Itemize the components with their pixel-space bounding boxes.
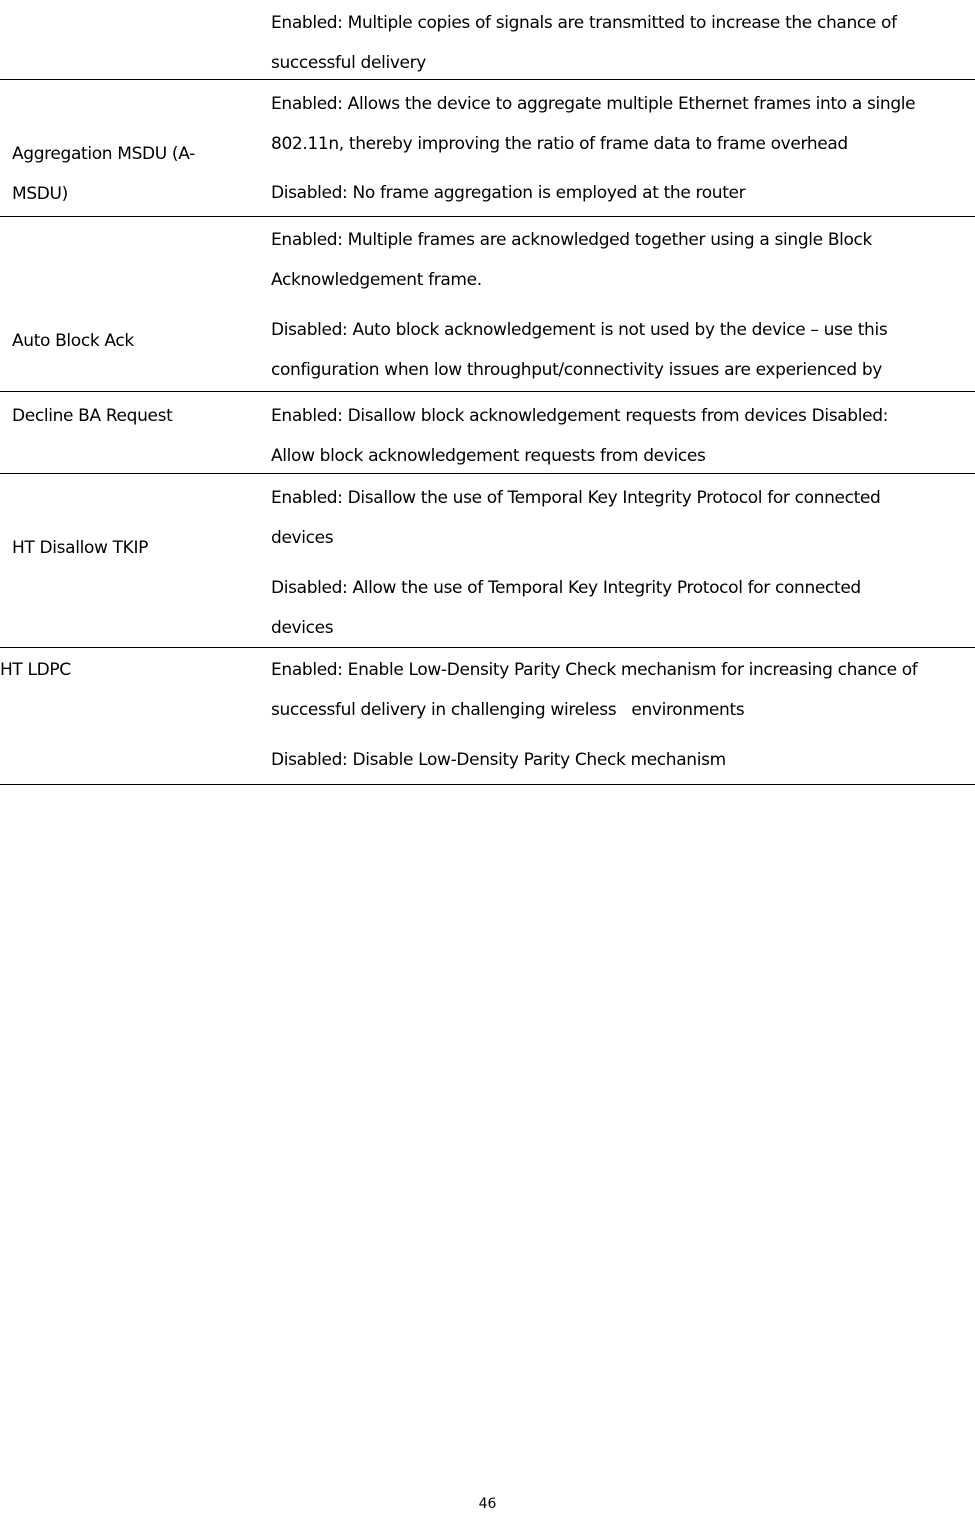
description-line: Enabled: Disallow block acknowledgement requests from devices Disabled: [271,406,889,426]
table-row [0,392,975,474]
description-line: 802.11n, thereby improving the ratio of frame data to frame overhead [271,134,848,154]
description-line: successful delivery in challenging wireless environments [271,700,745,720]
row-description [271,396,971,476]
parameter-line: Auto Block Ack [12,331,134,351]
parameter-line: HT Disallow TKIP [12,538,149,558]
row-description [271,478,971,648]
description-line: configuration when low throughput/connectivity issues are experienced by [271,360,882,380]
description-line: Disabled: No frame aggregation is employed at the router [271,183,746,203]
parameter-line: HT LDPC [0,660,71,680]
description-line: Disabled: Auto block acknowledgement is not used by the device – use this [271,320,888,340]
description-line: Disabled: Allow the use of Temporal Key Integrity Protocol for connected [271,578,861,598]
description-line: Enabled: Multiple frames are acknowledged together using a single Block [271,230,873,250]
row-description [271,84,971,213]
row-description [271,650,971,780]
table-row [0,648,975,785]
page-number: 46 [478,1496,497,1512]
description-line: Disabled: Disable Low-Density Parity Check mechanism [271,750,726,770]
parameter-line: MSDU) [12,184,68,204]
row-divider [0,784,975,785]
row-description [271,3,971,83]
table-row [0,0,975,80]
parameter-line: Decline BA Request [12,406,173,426]
row-parameter [12,528,148,568]
description-line: Enabled: Allows the device to aggregate multiple Ethernet frames into a single [271,94,916,114]
description-line: Allow block acknowledgement requests from devices [271,446,706,466]
description-line: Acknowledgement frame. [271,270,482,290]
description-line: Enabled: Multiple copies of signals are transmitted to increase the chance of [271,13,897,33]
parameter-line: Aggregation MSDU (A- [12,144,195,164]
row-parameter [0,650,71,690]
row-parameter [12,396,172,436]
description-line: successful delivery [271,53,426,73]
description-line: Enabled: Disallow the use of Temporal Key Integrity Protocol for connected [271,488,881,508]
row-parameter [12,134,195,214]
table-row [0,217,975,392]
row-description [271,220,971,390]
row-parameter [12,321,134,361]
description-line: devices [271,528,334,548]
description-line: devices [271,618,334,638]
table-row [0,474,975,648]
table-row [0,80,975,217]
description-line: Enabled: Enable Low-Density Parity Check mechanism for increasing chance of [271,660,918,680]
